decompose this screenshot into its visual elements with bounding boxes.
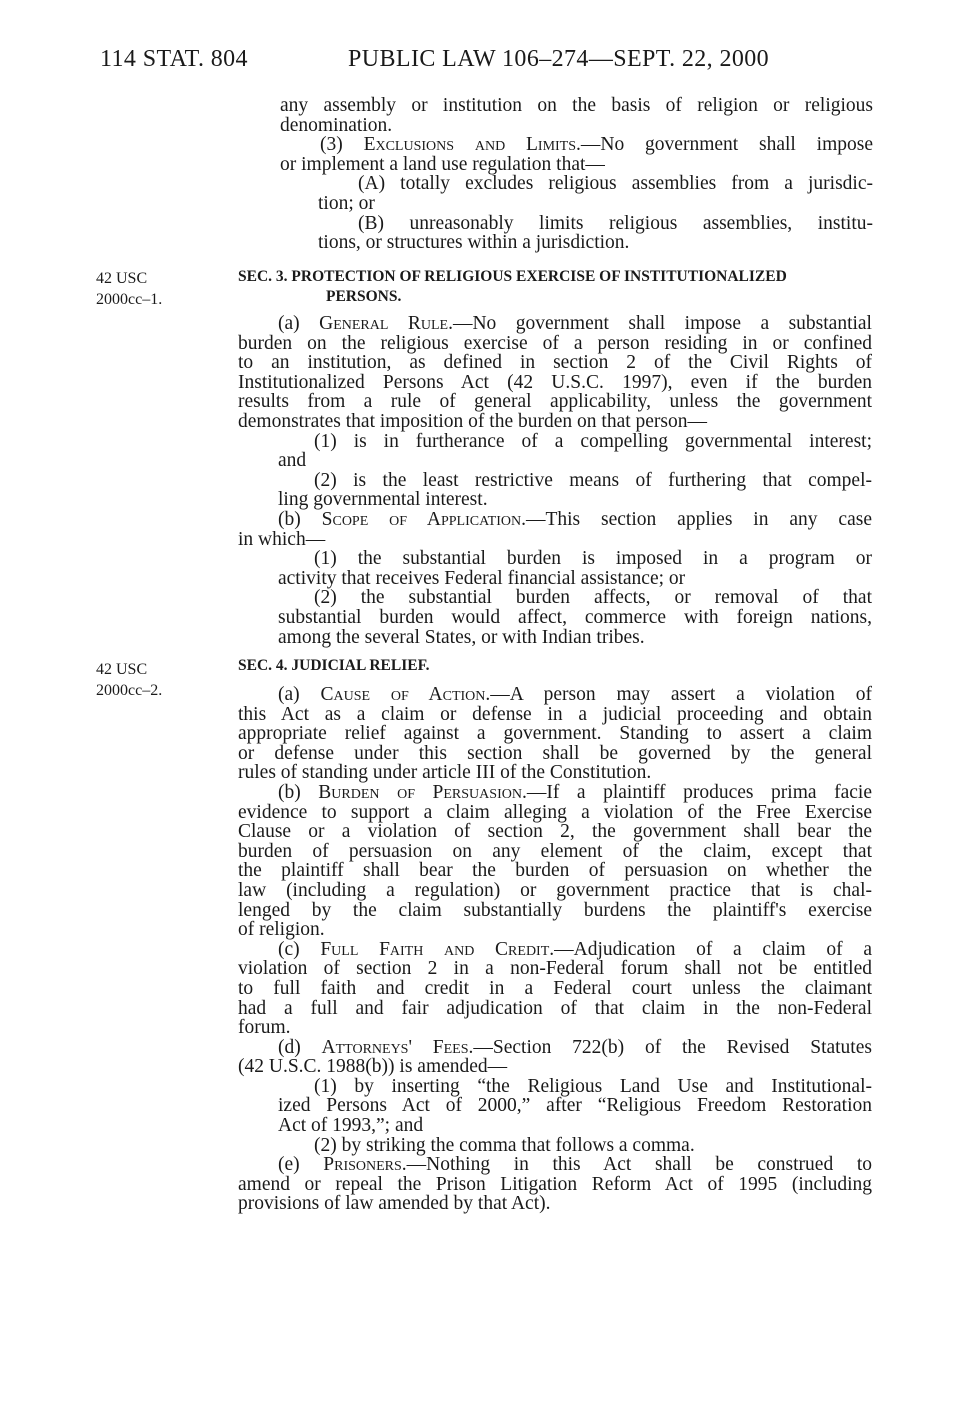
- paragraph-heading: Burden of Persuasion.: [318, 781, 527, 803]
- subsection-4c: (c) Full Faith and Credit.—Adjudication of a claim of a: [278, 938, 872, 960]
- text-line: substantial burden would affect, commerce with foreign nations,: [278, 606, 872, 628]
- text-line: law (including a regulation) or government practice that is chal-: [238, 879, 872, 901]
- text-line: violation of section 2 in a non-Federal forum shall not be entitled: [238, 958, 872, 980]
- text-line: appropriate relief against a government. Standing to assert a claim: [238, 723, 872, 745]
- subsection-3b: (b) Scope of Application.—This section applies in any case: [278, 508, 872, 530]
- text-line: Act of 1993,”; and: [278, 1115, 424, 1137]
- page-stat-reference: 114 STAT. 804: [100, 46, 248, 72]
- text-line: forum.: [238, 1017, 291, 1039]
- paragraph-4d2: (2) by striking the comma that follows a comma.: [314, 1134, 695, 1156]
- subsection-3a: (a) General Rule.—No government shall impose a substantial: [278, 313, 872, 334]
- text-line: evidence to support a claim alleging a violation of the Free Exercise: [238, 801, 872, 823]
- text-line: results from a rule of general applicability, unless the government: [238, 391, 872, 413]
- text-line: or implement a land use regulation that—: [280, 153, 605, 175]
- text-line: demonstrates that imposition of the burden on that person—: [238, 410, 707, 432]
- subsection-4e: (e) Prisoners.—Nothing in this Act shall be construed to: [278, 1154, 872, 1176]
- paragraph-3b1: (1) the substantial burden is imposed in a program or: [314, 548, 872, 570]
- text-line: burden on the religious exercise of a person residing in or confined: [238, 332, 872, 354]
- paragraph-heading: Cause of Action.: [320, 684, 491, 705]
- continued-text: [280, 96, 873, 253]
- text-line: among the several States, or with Indian tribes.: [278, 626, 645, 648]
- text-line: any assembly or institution on the basis of religion or religious: [280, 95, 873, 116]
- text-line: ling governmental interest.: [278, 489, 488, 511]
- subsection-4d: (d) Attorneys' Fees.—Section 722(b) of the Revised Statutes: [278, 1036, 872, 1058]
- text-line: (42 U.S.C. 1988(b)) is amended—: [238, 1056, 508, 1078]
- subparagraph-3B: (B) unreasonably limits religious assemblies, institu-: [358, 212, 873, 234]
- text-line: had a full and fair adjudication of that claim in the non-Federal: [238, 997, 872, 1019]
- page-header: [100, 46, 780, 80]
- margin-note-sec3: 42 USC 2000cc–1.: [96, 270, 163, 308]
- text-line: and: [278, 450, 307, 472]
- paragraph-3: (3) Exclusions and Limits.—No government shall impose: [320, 134, 873, 156]
- text-line: tion; or: [318, 192, 375, 214]
- section-4-body: [238, 685, 872, 1214]
- text-line: lenged by the claim substantially burdens the plaintiff's exercise: [238, 899, 872, 921]
- text-line: denomination.: [280, 114, 393, 136]
- paragraph-4d1: (1) by inserting “the Religious Land Use and Institutional-: [314, 1075, 872, 1097]
- text-line: in which—: [238, 528, 326, 550]
- subsection-4b: (b) Burden of Persuasion.—If a plaintiff produces prima facie: [278, 781, 872, 803]
- text-line: to full faith and credit in a Federal court unless the claimant: [238, 977, 872, 999]
- paragraph-heading: General Rule.: [319, 313, 453, 334]
- paragraph-3b2: (2) the substantial burden affects, or removal of that: [314, 587, 872, 609]
- public-law-header: PUBLIC LAW 106–274—SEPT. 22, 2000: [348, 46, 770, 72]
- section-3-body: [238, 314, 872, 647]
- text-line: provisions of law amended by that Act).: [238, 1193, 551, 1215]
- paragraph-heading: Full Faith and Credit.: [320, 938, 555, 960]
- subparagraph-3A: (A) totally excludes religious assemblies from a jurisdic-: [358, 173, 873, 195]
- text-line: ized Persons Act of 2000,” after “Religious Freedom Restoration: [278, 1095, 872, 1117]
- text-line: Institutionalized Persons Act (42 U.S.C. 1997), even if the burden: [238, 371, 872, 393]
- subsection-4a: (a) Cause of Action.—A person may assert a violation of: [278, 684, 872, 705]
- text-line: burden of persuasion on any element of the claim, except that: [238, 840, 872, 862]
- text-line: the plaintiff shall bear the burden of persuasion on whether the: [238, 860, 872, 882]
- text-line: this Act as a claim or defense in a judicial proceeding and obtain: [238, 703, 872, 725]
- paragraph-3a1: (1) is in furtherance of a compelling governmental interest;: [314, 430, 872, 452]
- text-line: tions, or structures within a jurisdiction.: [318, 232, 630, 254]
- paragraph-3a2: (2) is the least restrictive means of furthering that compel-: [314, 469, 872, 491]
- margin-note-sec4: 42 USC 2000cc–2.: [96, 661, 163, 699]
- text-line: rules of standing under article III of the Constitution.: [238, 762, 652, 784]
- paragraph-heading: Scope of Application.: [321, 508, 526, 530]
- paragraph-heading: Prisoners.: [323, 1154, 407, 1176]
- text-line: Clause or a violation of section 2, the government shall bear the: [238, 821, 872, 843]
- section-3-heading: SEC. 3. PROTECTION OF RELIGIOUS EXERCISE OF INSTITUTIONALIZED PERSONS.: [238, 268, 787, 305]
- text-line: to an institution, as defined in section 2 of the Civil Rights of: [238, 352, 872, 374]
- paragraph-heading: Attorneys' Fees.: [321, 1036, 474, 1058]
- text-line: activity that receives Federal financial assistance; or: [278, 567, 686, 589]
- paragraph-heading: Exclusions and Limits.: [363, 134, 581, 156]
- text-line: amend or repeal the Prison Litigation Reform Act of 1995 (including: [238, 1173, 872, 1195]
- text-line: of religion.: [238, 919, 325, 941]
- section-4-heading: SEC. 4. JUDICIAL RELIEF.: [238, 657, 430, 674]
- text-line: or defense under this section shall be governed by the general: [238, 742, 872, 764]
